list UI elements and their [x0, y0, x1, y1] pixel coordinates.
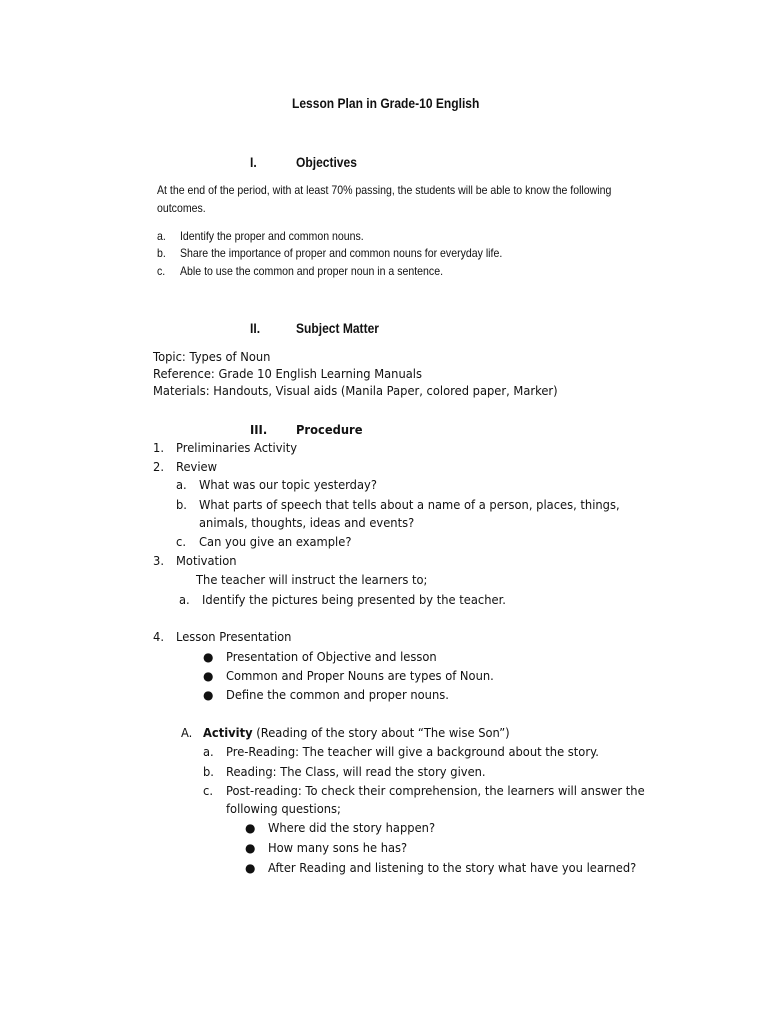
- step-4-marker: 4.: [153, 629, 164, 644]
- question-2: How many sons he has?: [268, 840, 408, 855]
- step-3-marker: 3.: [153, 553, 164, 568]
- activity-marker-c: c.: [203, 783, 213, 798]
- activity-label: Activity: [203, 725, 253, 740]
- step-2-text: Review: [176, 459, 218, 474]
- subject-materials: Materials: Handouts, Visual aids (Manila Paper, colored paper, Marker): [153, 383, 558, 398]
- activity-marker: A.: [181, 725, 193, 740]
- review-item-b: What parts of speech that tells about a name of a person, places, things,: [199, 497, 620, 512]
- review-item-a: What was our topic yesterday?: [199, 477, 377, 492]
- bullet-icon: ●: [245, 841, 256, 855]
- step-2-marker: 2.: [153, 459, 164, 474]
- bullet-icon: ●: [203, 669, 214, 683]
- subject-reference: Reference: Grade 10 English Learning Manuals: [153, 366, 422, 381]
- objectives-intro-line1: At the end of the period, with at least 70% passing, the students will be able to know the following: [157, 183, 612, 197]
- activity-marker-a: a.: [203, 744, 214, 759]
- activity-item-b: Reading: The Class, will read the story given.: [226, 764, 486, 779]
- bullet-icon: ●: [203, 688, 214, 702]
- objective-marker-b: b.: [157, 246, 166, 260]
- step-3-text: Motivation: [176, 553, 237, 568]
- question-1: Where did the story happen?: [268, 820, 436, 835]
- subject-matter-numeral: II.: [250, 320, 261, 336]
- lesson-bullet-2: Common and Proper Nouns are types of Noun.: [226, 668, 494, 683]
- activity-marker-b: b.: [203, 764, 214, 779]
- step-1-marker: 1.: [153, 440, 164, 455]
- bullet-icon: ●: [245, 821, 256, 835]
- subject-matter-heading: Subject Matter: [296, 320, 379, 336]
- procedure-heading: Procedure: [296, 422, 363, 437]
- activity-line: [203, 725, 510, 740]
- activity-item-a: Pre-Reading: The teacher will give a background about the story.: [226, 744, 599, 759]
- subject-topic: Topic: Types of Noun: [153, 349, 271, 364]
- review-marker-b: b.: [176, 497, 187, 512]
- objective-item-c: Able to use the common and proper noun in a sentence.: [180, 264, 444, 278]
- motivation-item-a: Identify the pictures being presented by the teacher.: [202, 592, 506, 607]
- objective-marker-c: c.: [157, 264, 166, 278]
- lesson-bullet-1: Presentation of Objective and lesson: [226, 649, 437, 664]
- motivation-marker-a: a.: [179, 592, 190, 607]
- objective-marker-a: a.: [157, 229, 166, 243]
- bullet-icon: ●: [203, 650, 214, 664]
- review-item-b-cont: animals, thoughts, ideas and events?: [199, 515, 415, 530]
- procedure-numeral: III.: [250, 422, 268, 437]
- activity-description: (Reading of the story about “The wise Son”): [252, 725, 510, 740]
- objectives-heading: Objectives: [296, 154, 357, 170]
- objectives-numeral: I.: [250, 154, 257, 170]
- review-marker-a: a.: [176, 477, 187, 492]
- lesson-bullet-3: Define the common and proper nouns.: [226, 687, 449, 702]
- document-title: Lesson Plan in Grade-10 English: [292, 95, 480, 111]
- bullet-icon: ●: [245, 861, 256, 875]
- objective-item-a: Identify the proper and common nouns.: [180, 229, 364, 243]
- objective-item-b: Share the importance of proper and common nouns for everyday life.: [180, 246, 503, 260]
- motivation-line: The teacher will instruct the learners to;: [196, 572, 428, 587]
- review-marker-c: c.: [176, 534, 186, 549]
- objectives-intro-line2: outcomes.: [157, 201, 206, 215]
- step-1-text: Preliminaries Activity: [176, 440, 298, 455]
- activity-item-c-cont: following questions;: [226, 801, 341, 816]
- activity-item-c: Post-reading: To check their comprehension, the learners will answer the: [226, 783, 645, 798]
- review-item-c: Can you give an example?: [199, 534, 352, 549]
- step-4-text: Lesson Presentation: [176, 629, 292, 644]
- question-3: After Reading and listening to the story what have you learned?: [268, 860, 637, 875]
